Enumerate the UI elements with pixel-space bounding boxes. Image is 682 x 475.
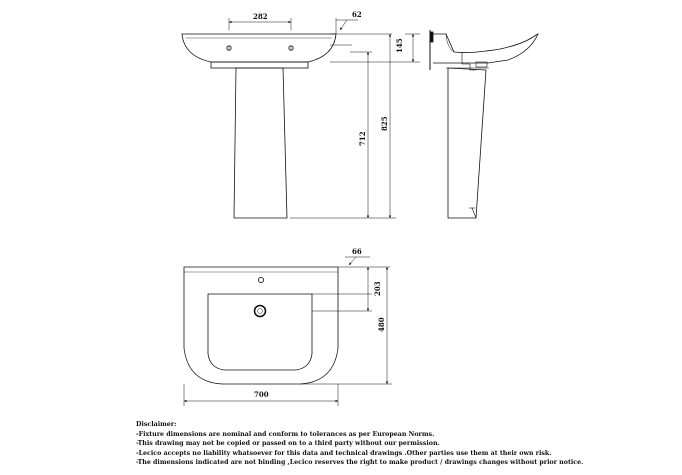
side-pedestal-outline — [448, 68, 486, 218]
dim-plan-width: 700 — [254, 390, 269, 399]
dim-front-top-width: 282 — [253, 12, 268, 21]
side-basin-profile — [433, 34, 538, 63]
disclaimer-line: -This drawing may not be copied or passed on to a third party without our permission. — [136, 440, 440, 448]
dim-plan-bowl-depth: 203 — [373, 281, 382, 296]
disclaimer-line: -Fixture dimensions are nominal and conform to tolerances as per European Norms. — [136, 430, 435, 438]
front-pedestal-outline — [234, 68, 287, 218]
dim-plan-depth: 480 — [377, 317, 386, 332]
dim-front-lip: 62 — [352, 10, 362, 19]
plan-view — [184, 257, 392, 406]
plan-tap-hole — [258, 277, 263, 282]
plan-outer-outline — [184, 267, 338, 384]
disclaimer-line: -The dimensions indicated are not binding ,Lecico reserves the right to make product / drawings changes without prior notice. — [136, 459, 584, 467]
disclaimer-title: Disclaimer: — [136, 421, 177, 428]
disclaimer-block — [136, 420, 676, 468]
dim-front-pedestal-height: 712 — [358, 131, 367, 146]
disclaimer-line: -Lecico accepts no liability whatsoever for this data and technical drawings .Other parties use them at their own risk. — [136, 449, 552, 457]
side-elevation-view — [430, 30, 538, 218]
dim-plan-lip: 66 — [352, 247, 362, 256]
dim-front-total-height: 825 — [380, 116, 389, 131]
dim-front-basin-height: 145 — [395, 38, 404, 53]
plan-drain — [255, 306, 266, 317]
